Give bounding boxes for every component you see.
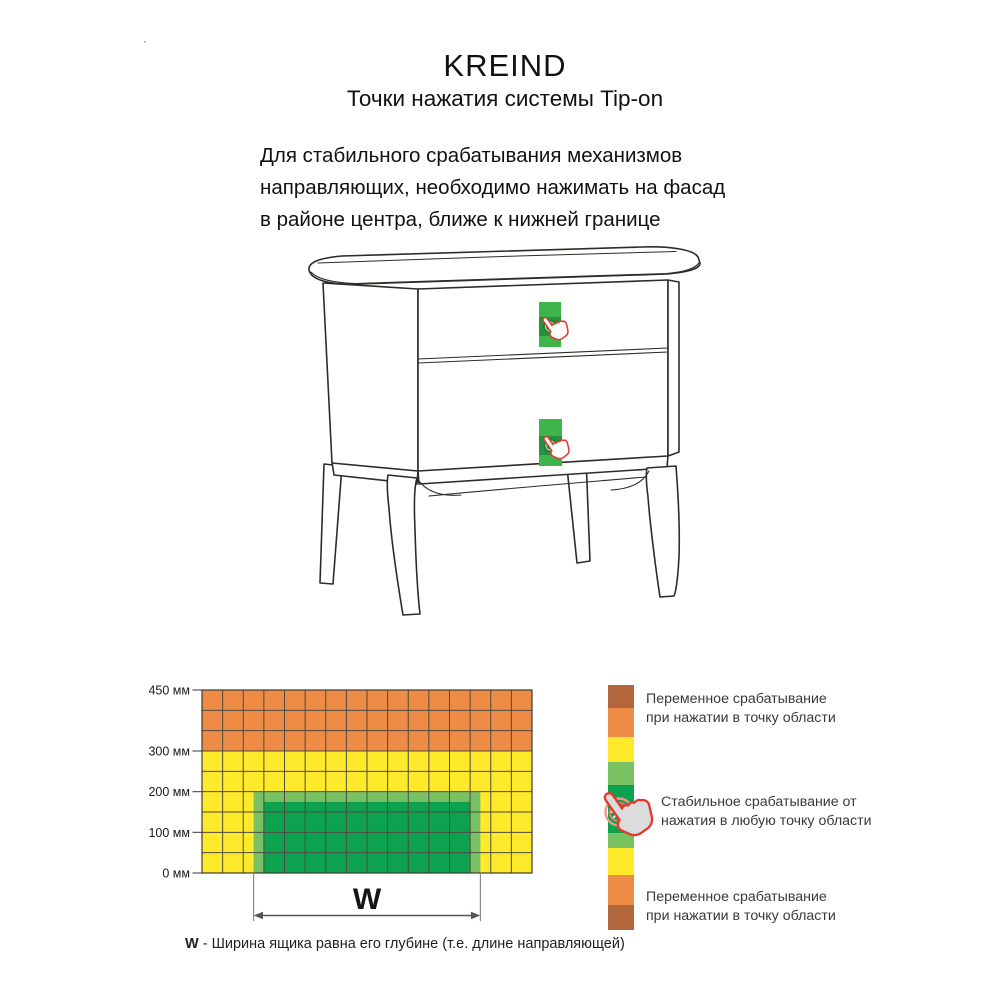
axis-label: 100 мм <box>148 825 190 840</box>
legend-text-line: при нажатии в точку области <box>646 710 836 726</box>
caption-symbol: W <box>185 936 199 952</box>
legend-text-line: Стабильное срабатывание от <box>661 794 857 810</box>
description <box>260 140 780 236</box>
legend-strip-band <box>608 708 634 737</box>
axis-label: 0 мм <box>162 866 190 881</box>
axis-tick-marks <box>193 690 203 873</box>
arrowhead-left <box>254 912 263 919</box>
legend-text-line: при нажатии в точку области <box>646 908 836 924</box>
legend-text-line: нажатия в любую точку области <box>661 813 872 829</box>
description-line: в районе центра, ближе к нижней границе <box>260 208 661 231</box>
axis-label: 450 мм <box>148 683 190 698</box>
legend-strip-band <box>608 905 634 930</box>
axis-label: 200 мм <box>148 785 190 800</box>
width-dimension <box>254 874 481 921</box>
leg-front-right-knee <box>611 471 649 490</box>
legend-strip-band <box>608 875 634 905</box>
width-label: W <box>352 883 382 916</box>
legend-item-variable-bottom <box>646 888 836 926</box>
legend-text-line: Переменное срабатывание <box>646 691 827 707</box>
press-zone-chart <box>130 675 610 945</box>
legend-text-line: Переменное срабатывание <box>646 889 827 905</box>
axis-label: 300 мм <box>148 744 190 759</box>
corner-mark: · <box>143 36 147 48</box>
press-hand-icon <box>599 780 660 842</box>
description-line: направляющих, необходимо нажимать на фасад <box>260 176 726 199</box>
arrowhead-right <box>471 912 480 919</box>
leg-front-left <box>387 475 420 615</box>
caption-text: - Ширина ящика равна его глубине (т.е. длине направляющей) <box>198 936 625 952</box>
side-panel <box>323 283 418 471</box>
side-right-edge <box>668 280 679 456</box>
page-subtitle: Точки нажатия системы Tip-on <box>346 86 664 111</box>
brand-title: KREIND <box>443 48 567 83</box>
legend-item-stable <box>661 793 872 831</box>
leg-back-left <box>320 464 342 584</box>
chart-caption <box>185 936 625 952</box>
axis-labels <box>148 684 190 881</box>
legend-strip-band <box>608 737 634 762</box>
leg-front-right <box>646 466 679 597</box>
legend-item-variable-top <box>646 690 836 728</box>
description-line: Для стабильного срабатывания механизмов <box>260 144 683 167</box>
legend-strip-band <box>608 685 634 708</box>
furniture-drawing <box>240 235 720 635</box>
